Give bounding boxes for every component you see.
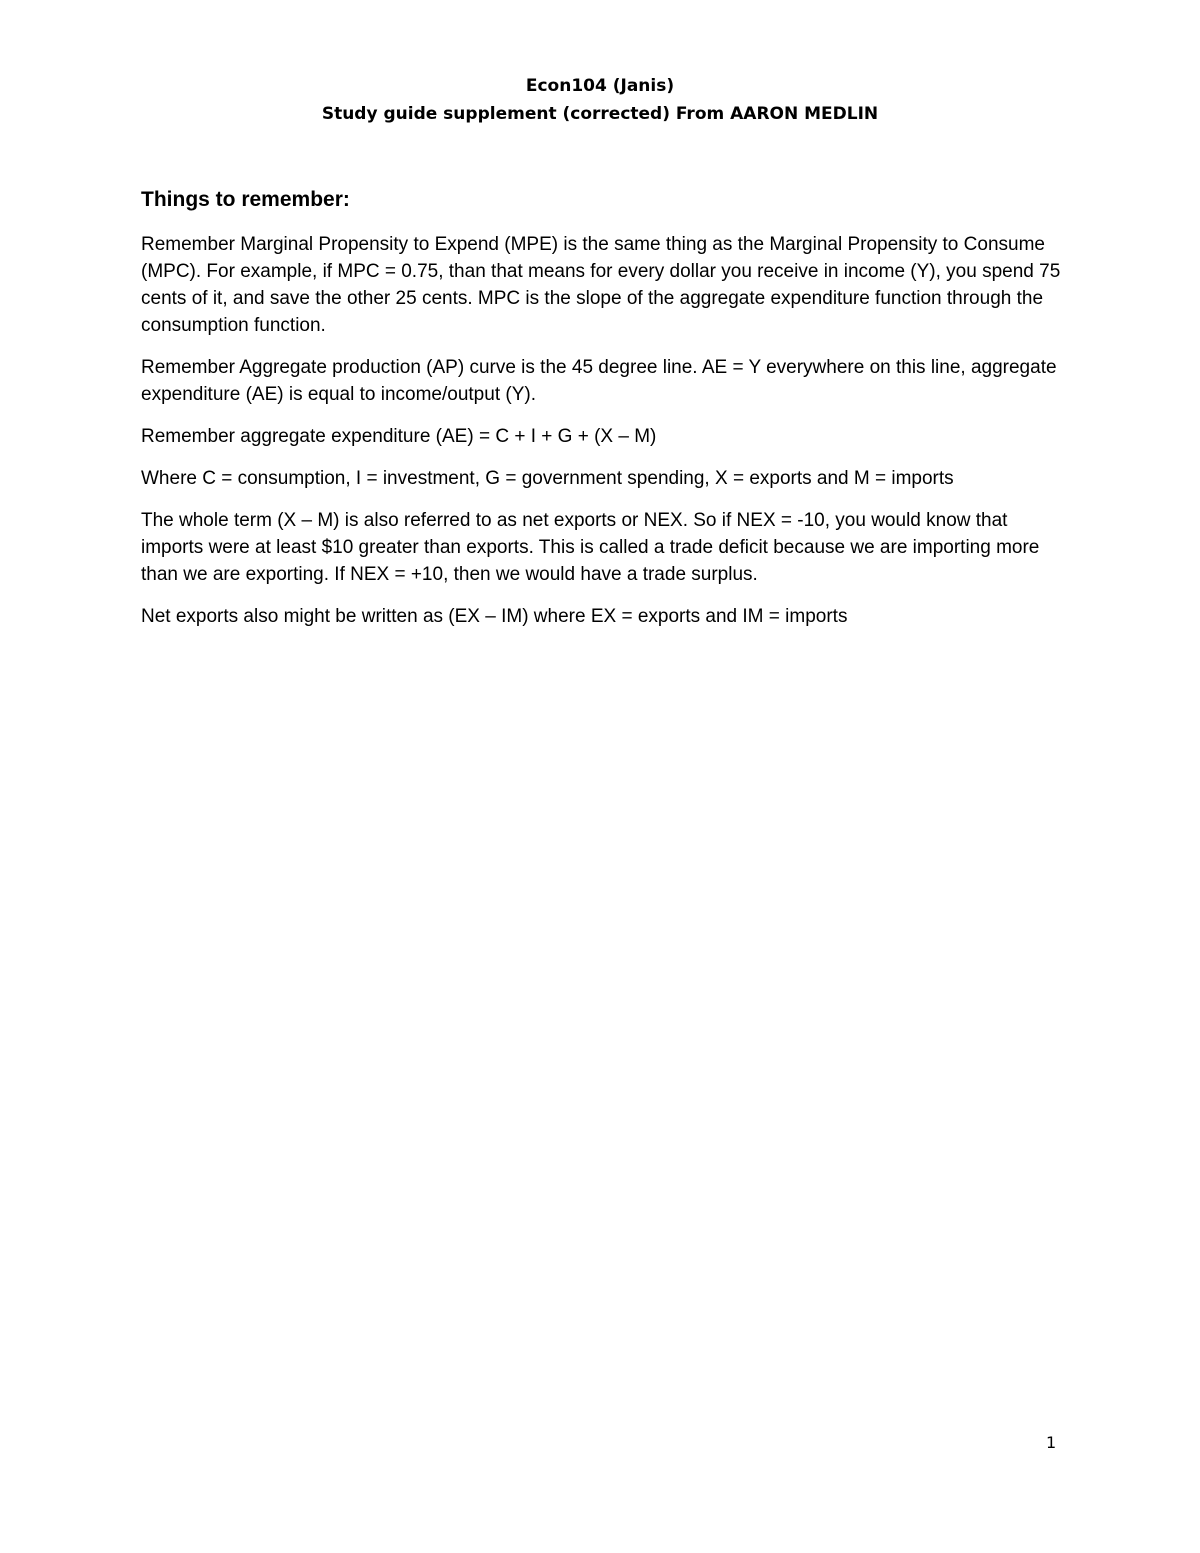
paragraph-ex-im: Net exports also might be written as (EX – IM) where EX = exports and IM = imports [141, 606, 848, 627]
document-header [0, 72, 1200, 128]
paragraph-aggregate-production: Remember Aggregate production (AP) curve is the 45 degree line. AE = Y everywhere on this line, aggregate expenditure (AE) is equal to income/output (Y). [141, 357, 1057, 405]
section-heading: Things to remember: [141, 188, 350, 211]
paragraph-mpe: Remember Marginal Propensity to Expend (MPE) is the same thing as the Marginal Propensity to Consume (MPC). For example, if MPC = 0.75, than that means for every dollar you receive in income (Y), you spend 75 cents of it, and save the other 25 cents. MPC is the slope of the aggregate expenditure function through the consumption function. [141, 234, 1061, 336]
document-subtitle: Study guide supplement (corrected) From AARON MEDLIN [321, 104, 879, 124]
paragraph-ae-definitions: Where C = consumption, I = investment, G = government spending, X = exports and M = imports [141, 468, 954, 489]
page-number: 1 [1046, 1433, 1057, 1452]
course-title: Econ104 (Janis) [525, 76, 675, 96]
section-body [141, 231, 1066, 645]
paragraph-net-exports: The whole term (X – M) is also referred to as net exports or NEX. So if NEX = -10, you would know that imports were at least $10 greater than exports. This is called a trade deficit because we are importing more than we are exporting. If NEX = +10, then we would have a trade surplus. [141, 510, 1040, 585]
paragraph-ae-formula: Remember aggregate expenditure (AE) = C + I + G + (X – M) [141, 426, 657, 447]
